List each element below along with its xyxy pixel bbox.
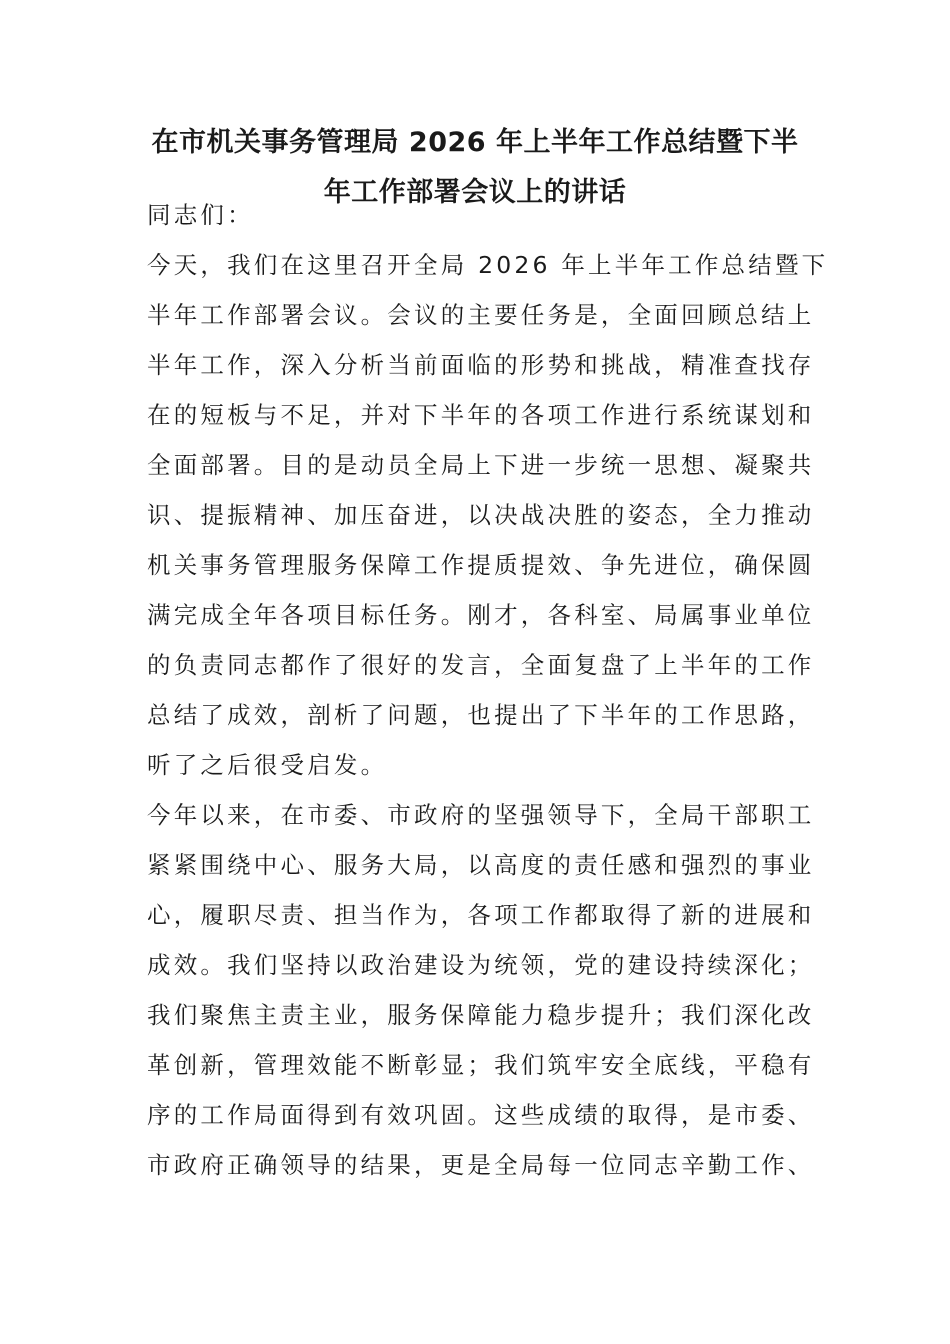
salutation: 同志们：	[147, 201, 254, 229]
text-line: 满完成全年各项目标任务。刚才，各科室、局属事业单位	[147, 601, 815, 629]
text-line: 今年以来，在市委、市政府的坚强领导下，全局干部职工	[147, 801, 815, 829]
text-line: 机关事务管理服务保障工作提质提效、争先进位，确保圆	[147, 551, 815, 579]
text-line: 心，履职尽责、担当作为，各项工作都取得了新的进展和	[147, 901, 815, 929]
text-line: 紧紧围绕中心、服务大局，以高度的责任感和强烈的事业	[147, 851, 815, 879]
text-line: 半年工作部署会议。会议的主要任务是，全面回顾总结上	[147, 301, 815, 329]
text-line: 成效。我们坚持以政治建设为统领，党的建设持续深化；	[147, 951, 815, 979]
text-line: 革创新，管理效能不断彰显；我们筑牢安全底线，平稳有	[147, 1051, 815, 1079]
text-line: 我们聚焦主责主业，服务保障能力稳步提升；我们深化改	[147, 1001, 815, 1029]
title-line-2: 年工作部署会议上的讲话	[323, 177, 627, 208]
text-line: 今天，我们在这里召开全局 2026 年上半年工作总结暨下	[147, 251, 829, 279]
text-line: 总结了成效，剖析了问题，也提出了下半年的工作思路，	[147, 701, 815, 729]
text-line: 识、提振精神、加压奋进，以决战决胜的姿态，全力推动	[147, 501, 815, 529]
text-line: 市政府正确领导的结果，更是全局每一位同志辛勤工作、	[147, 1151, 815, 1179]
text-line: 的负责同志都作了很好的发言，全面复盘了上半年的工作	[147, 651, 815, 679]
text-line: 全面部署。目的是动员全局上下进一步统一思想、凝聚共	[147, 451, 815, 479]
text-line: 在的短板与不足，并对下半年的各项工作进行系统谋划和	[147, 401, 815, 429]
document-body	[147, 190, 829, 1190]
text-line: 半年工作，深入分析当前面临的形势和挑战，精准查找存	[147, 351, 815, 379]
title-line-1: 在市机关事务管理局 2026 年上半年工作总结暨下半	[151, 127, 799, 158]
text-line: 序的工作局面得到有效巩固。这些成绩的取得，是市委、	[147, 1101, 815, 1129]
text-line: 听了之后很受启发。	[147, 751, 388, 779]
